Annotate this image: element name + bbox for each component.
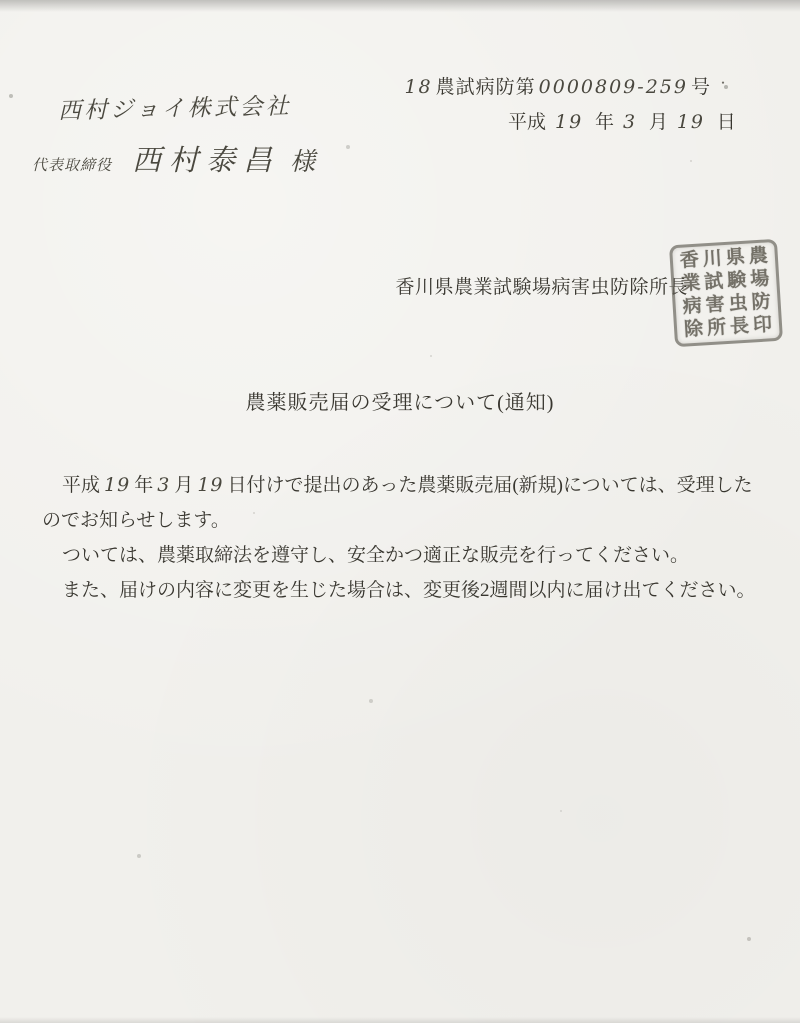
body-p1-rest: 付けで提出のあった農薬販売届(新規)については、受理した — [246, 475, 753, 496]
date-year-unit: 年 — [594, 112, 614, 133]
addressee-company: 西村ジョイ株式会社 — [57, 93, 292, 125]
body-paragraph-3: また、届けの内容に変更を生じた場合は、変更後2週間以内に届け出てください。 — [62, 580, 756, 601]
stamp-row: 除所長印 — [683, 314, 777, 341]
official-seal-stamp — [669, 239, 783, 347]
date-month-hand: 3 — [622, 111, 638, 133]
stamp-row: 業試験場 — [680, 268, 774, 295]
scan-specks — [0, 0, 2, 2]
body-p1-year-hand: 19 — [104, 474, 131, 496]
addressee-name: 西村泰昌 — [132, 143, 281, 177]
body-p1-year-unit: 年 — [134, 475, 154, 496]
subject-title: 農薬販売届の受理について(通知) — [245, 392, 555, 414]
document-date-line — [508, 107, 743, 134]
body-p1-day-unit: 日 — [227, 475, 247, 496]
body-p1-month-hand: 3 — [157, 474, 171, 496]
body-p1-era: 平成 — [62, 475, 101, 496]
doc-number-suffix: 号 — [690, 77, 711, 98]
document-number-line — [401, 72, 730, 99]
body-text — [42, 468, 782, 608]
date-day-unit: 日 — [716, 112, 736, 133]
sender-line: 香川県農業試験場病害虫防除所長 — [395, 277, 688, 298]
body-paragraph-1 — [42, 468, 782, 503]
addressee-person-line — [32, 138, 315, 179]
body-p1-day-hand: 19 — [197, 474, 224, 496]
stamp-row: 香川県農 — [679, 245, 773, 272]
addressee-honorific: 様 — [290, 147, 316, 176]
body-paragraph-1-continued: のでお知らせします。 — [42, 510, 230, 531]
date-year-hand: 19 — [555, 111, 584, 133]
scan-edge-shadow-top — [0, 0, 800, 12]
stamp-row: 病害虫防 — [682, 291, 776, 318]
body-paragraph-2: ついては、農薬取締法を遵守し、安全かつ適正な販売を行ってください。 — [62, 545, 690, 566]
body-p1-month-unit: 月 — [174, 475, 194, 496]
date-day-hand: 19 — [676, 111, 706, 133]
addressee-title: 代表取締役 — [32, 156, 113, 174]
date-month-unit: 月 — [648, 112, 668, 133]
doc-number-hand-prefix: 18 — [404, 76, 433, 98]
doc-number-label: 農試病防第 — [435, 77, 536, 98]
date-era: 平成 — [508, 112, 547, 133]
doc-number-hand-number: 0000809-259 — [538, 76, 688, 98]
scan-edge-shadow-bottom — [0, 1017, 800, 1023]
scan-dot-mark: ・ — [716, 76, 730, 90]
